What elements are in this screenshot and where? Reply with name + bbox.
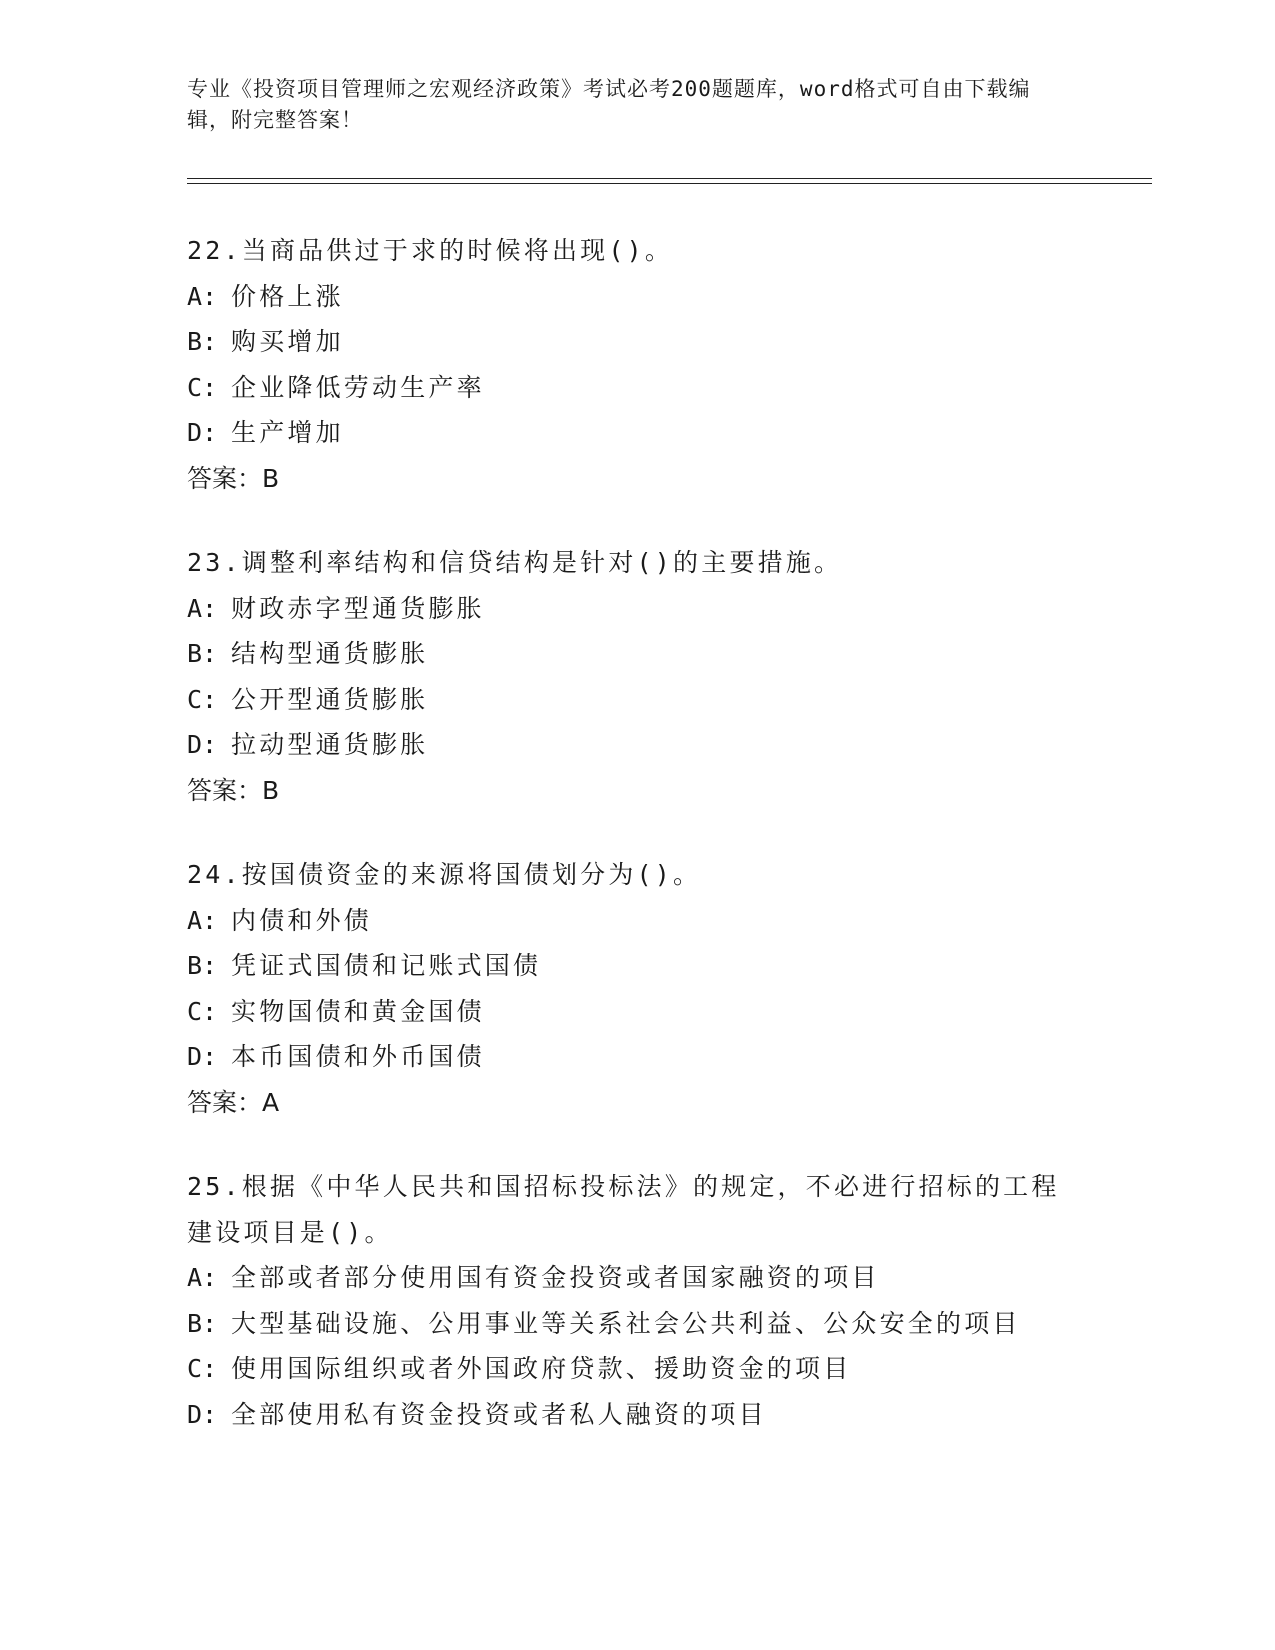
option-c	[187, 365, 1087, 411]
option-key: D:	[187, 1042, 218, 1071]
header-divider-top	[187, 178, 1152, 179]
option-a	[187, 586, 1087, 632]
question-text: 24.按国债资金的来源将国债划分为()。	[187, 860, 702, 889]
option-key: A:	[187, 593, 218, 623]
option-key: B:	[187, 951, 218, 980]
question-text: 23.调整利率结构和信贷结构是针对()的主要措施。	[187, 548, 843, 577]
question-24	[187, 852, 1087, 1125]
option-text: 内债和外债	[231, 905, 373, 935]
question-22	[187, 228, 1087, 501]
option-d	[187, 410, 1087, 456]
option-key: A:	[187, 281, 218, 311]
option-text: 全部或者部分使用国有资金投资或者国家融资的项目	[231, 1263, 880, 1292]
option-key: D:	[187, 730, 218, 759]
option-text: 大型基础设施、公用事业等关系社会公共利益、公众安全的项目	[231, 1308, 1021, 1338]
option-key: A:	[187, 905, 218, 935]
question-list	[187, 228, 1087, 1476]
option-b	[187, 943, 1087, 989]
option-text: 全部使用私有资金投资或者私人融资的项目	[231, 1399, 767, 1429]
option-key: C:	[187, 684, 218, 714]
option-b	[187, 319, 1087, 365]
question-text: 22.当商品供过于求的时候将出现()。	[187, 236, 674, 265]
option-d	[187, 1392, 1087, 1438]
option-text: 购买增加	[231, 327, 344, 356]
option-c	[187, 989, 1087, 1035]
option-key: D:	[187, 418, 218, 447]
option-text: 公开型通货膨胀	[231, 684, 429, 714]
option-text: 生产增加	[231, 418, 344, 447]
header-text: 专业《投资项目管理师之宏观经济政策》考试必考200题题库，word格式可自由下载编辑，附完整答案！	[187, 77, 1031, 132]
option-key: D:	[187, 1399, 218, 1429]
header-divider-bottom	[187, 183, 1152, 184]
option-key: C:	[187, 372, 218, 402]
question-25	[187, 1164, 1087, 1437]
answer-line: 答案：B	[187, 775, 280, 805]
option-text: 使用国际组织或者外国政府贷款、援助资金的项目	[231, 1354, 852, 1383]
option-d	[187, 1034, 1087, 1080]
option-key: A:	[187, 1263, 218, 1292]
option-b	[187, 1301, 1087, 1347]
document-header	[187, 74, 1067, 136]
option-text: 拉动型通货膨胀	[231, 730, 429, 759]
option-text: 凭证式国债和记账式国债	[231, 951, 542, 980]
option-a	[187, 274, 1087, 320]
option-text: 实物国债和黄金国债	[231, 996, 485, 1026]
option-key: C:	[187, 996, 218, 1026]
option-key: B:	[187, 327, 218, 356]
option-text: 结构型通货膨胀	[231, 639, 429, 668]
option-key: B:	[187, 1308, 218, 1338]
option-a	[187, 898, 1087, 944]
option-key: C:	[187, 1354, 218, 1383]
option-text: 财政赤字型通货膨胀	[231, 593, 485, 623]
option-text: 价格上涨	[231, 281, 344, 311]
option-a	[187, 1255, 1087, 1301]
answer-line: 答案：A	[187, 1087, 280, 1117]
question-23	[187, 540, 1087, 813]
option-b	[187, 631, 1087, 677]
option-text: 本币国债和外币国债	[231, 1042, 485, 1071]
option-d	[187, 722, 1087, 768]
question-text: 25.根据《中华人民共和国招标投标法》的规定，不必进行招标的工程建设项目是()。	[187, 1172, 1060, 1247]
option-c	[187, 677, 1087, 723]
option-key: B:	[187, 639, 218, 668]
answer-line: 答案：B	[187, 463, 280, 493]
option-c	[187, 1346, 1087, 1392]
option-text: 企业降低劳动生产率	[231, 372, 485, 402]
